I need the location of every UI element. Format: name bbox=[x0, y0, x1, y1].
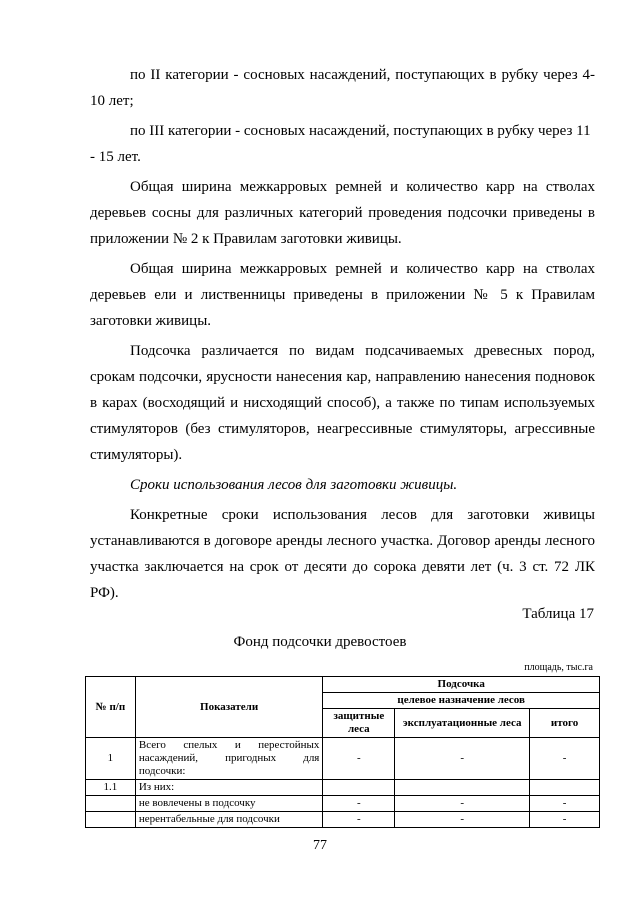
cell-indicator: не вовлечены в подсочку bbox=[135, 796, 323, 812]
paragraph-lease-terms: Конкретные сроки использования лесов для заготовки живицы устанавливаются в договоре аренды лесного участка. Договор аренды лесного участка заключается на срок от десяти до сорока девяти лет (ч. 3 ст. 72 ЛК РФ). bbox=[90, 507, 595, 601]
header-num: № п/п bbox=[86, 677, 136, 738]
page-number: 77 bbox=[313, 838, 327, 853]
header-total: итого bbox=[530, 709, 600, 738]
header-exploitation: эксплуатационные леса bbox=[395, 709, 530, 738]
cell-num: 1.1 bbox=[86, 780, 136, 796]
cell-protective: - bbox=[323, 796, 395, 812]
tapping-fund-table bbox=[85, 676, 600, 828]
cell-protective: - bbox=[323, 738, 395, 780]
table-number-label: Таблица 17 bbox=[522, 606, 594, 622]
cell-num bbox=[86, 796, 136, 812]
cell-indicator: нерентабельные для подсочки bbox=[135, 812, 323, 828]
cell-total bbox=[530, 780, 600, 796]
body-text bbox=[90, 62, 595, 610]
cell-indicator: Из них: bbox=[135, 780, 323, 796]
cell-total: - bbox=[530, 796, 600, 812]
paragraph-pine-width: Общая ширина межкарровых ремней и количество карр на стволах деревьев сосны для различных категорий проведения подсочки приведены в приложении № 2 к Правилам заготовки живицы. bbox=[90, 179, 595, 247]
table-title: Фонд подсочки древостоев bbox=[233, 634, 407, 650]
cell-exploitation: - bbox=[395, 738, 530, 780]
header-tapping: Подсочка bbox=[323, 677, 600, 693]
subheading-terms: Сроки использования лесов для заготовки живицы. bbox=[130, 477, 458, 493]
cell-indicator: Всего спелых и перестойных насаждений, пригодных для подсочки: bbox=[135, 738, 323, 780]
paragraph-tapping-types: Подсочка различается по видам подсачиваемых древесных пород, срокам подсочки, ярусности нанесения кар, направлению нанесения подновок в карах (восходящий и нисходящий способ), а также по типам используемых стимуляторов (без стимуляторов, неагрессивные стимуляторы, агрессивные стимуляторы). bbox=[90, 343, 595, 463]
cell-num: 1 bbox=[86, 738, 136, 780]
header-purpose: целевое назначение лесов bbox=[323, 693, 600, 709]
cell-total: - bbox=[530, 738, 600, 780]
cell-exploitation bbox=[395, 780, 530, 796]
cell-exploitation: - bbox=[395, 796, 530, 812]
header-protective: защитные леса bbox=[323, 709, 395, 738]
table-row bbox=[86, 738, 600, 780]
paragraph-category-3: по III категории - сосновых насаждений, поступающих в рубку через 11 - 15 лет. bbox=[90, 123, 591, 165]
table-row bbox=[86, 780, 600, 796]
paragraph-category-2: по II категории - сосновых насаждений, поступающих в рубку через 4-10 лет; bbox=[90, 67, 595, 109]
table-row bbox=[86, 796, 600, 812]
cell-num bbox=[86, 812, 136, 828]
cell-protective bbox=[323, 780, 395, 796]
cell-exploitation: - bbox=[395, 812, 530, 828]
paragraph-spruce-width: Общая ширина межкарровых ремней и количество карр на стволах деревьев ели и лиственницы приведены в приложении № 5 к Правилам заготовки живицы. bbox=[90, 261, 595, 329]
table-unit: площадь, тыс.га bbox=[524, 662, 593, 673]
header-indicator: Показатели bbox=[135, 677, 323, 738]
cell-protective: - bbox=[323, 812, 395, 828]
table-row bbox=[86, 812, 600, 828]
cell-total: - bbox=[530, 812, 600, 828]
table-header-row-1 bbox=[86, 677, 600, 693]
